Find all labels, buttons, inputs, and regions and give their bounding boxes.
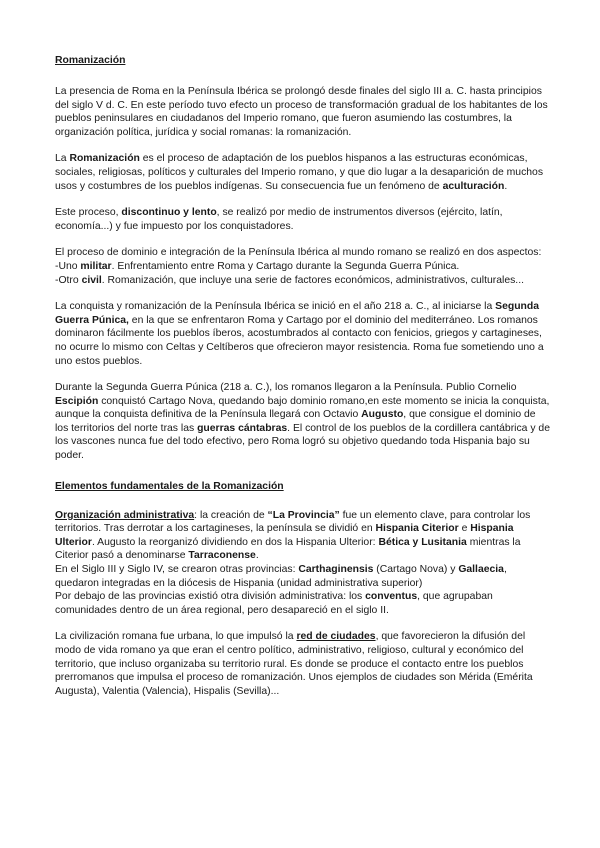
term-red-de-ciudades: red de ciudades — [296, 631, 376, 643]
term-conventus: conventus — [365, 591, 418, 603]
section-title-romanizacion: Romanización — [55, 55, 126, 66]
term-segunda-guerra-punica: Segunda Guerra Púnica, — [55, 301, 540, 326]
paragraph-administrative: Organización administrativa: la creación de “La Provincia” fue un elemento clave, para controlar los territorios. Tras derrotar a los cartagineses, la península se dividió en Hispania Citerior e Hispania Ulterior. Augusto la reorganizó dividiendo en dos la Hispania Ulterior: Bética y Lusitania mientras la Citerior pasó a denominarse Tarraconense. En el Siglo III y Siglo IV, se crearon otras provincias: Carthaginensis (Cartago Nova) y Gallaecia, quedaron integradas en la diócesis de Hispania (unidad administrativa superior) Por debajo de las provincias existió otra división administrativa: los conventus, que agrupaban comunidades dentro de un área regional, pero desapareció en el siglo II. — [55, 509, 531, 616]
paragraph-definition: La Romanización es el proceso de adaptación de los pueblos hispanos a las estructuras económicas, sociales, religiosas, políticos y culturales del Imperio romano, y que dio lugar a la desaparición de muchos usos y costumbres de los pueblos indígenas. Su consecuencia fue un fenómeno de aculturación. — [55, 153, 544, 192]
term-augusto: Augusto — [361, 409, 404, 421]
term-betica-lusitania: Bética y Lusitania — [378, 536, 467, 548]
term-la-provincia: “La Provincia” — [267, 509, 340, 521]
paragraph-aspects: El proceso de dominio e integración de la Península Ibérica al mundo romano se realizó en dos aspectos: -Uno militar. Enfrentamiento entre Roma y Cartago durante la Segunda Guerra Púnica. -Otro civil. Romanización, que incluye una serie de factores económicos, administrativos, culturales... — [55, 247, 542, 286]
term-discontinuo: discontinuo y lento — [121, 207, 217, 219]
paragraph-conquest: La conquista y romanización de la Península Ibérica se inició en el año 218 a. C., al iniciarse la Segunda Guerra Púnica, en la que se enfrentaron Roma y Cartago por el dominio del mediterráneo. Los romanos dominaron fácilmente los pueblos íberos, acostumbrados al contacto con fenicios, griegos y cartagineses, no ocurre lo mismo con Celtas y Celtíberos que ofrecieron mayor resistencia. Roma fue sometiendo uno a uno estos pueblos. — [55, 301, 544, 367]
term-hispania-citerior: Hispania Citerior — [375, 523, 459, 535]
document-page — [55, 54, 550, 698]
term-carthaginensis: Carthaginensis — [298, 564, 374, 576]
term-guerras-cantabras: guerras cántabras — [197, 422, 288, 434]
paragraph-intro: La presencia de Roma en la Península Ibérica se prolongó desde finales del siglo III a. C. hasta principios del siglo V d. C. En este período tuvo efecto un proceso de transformación gradual de los habitantes de los pueblos peninsulares en ciudadanos del Imperio romano, que fueron asumiendo las costumbres, la organización política, jurídica y social romanas: la romanización. — [55, 86, 548, 138]
term-aculturacion: aculturación — [442, 180, 505, 192]
paragraph-cities: La civilización romana fue urbana, lo que impulsó la red de ciudades, que favorecieron la difusión del modo de vida romano ya que eran el centro político, administrativo, religioso, cultural y económico del territorio, que incluso organizaba su territorio rural. Es donde se produce el contacto entre los pueblos prerromanos que impulsa el proceso de romanización. Unos ejemplos de ciudades son Mérida (Emérita Augusta), Valentia (Valencia), Hispalis (Sevilla)... — [55, 631, 533, 697]
term-organizacion-administrativa: Organización administrativa — [55, 509, 195, 521]
section-title-elementos: Elementos fundamentales de la Romanización — [55, 480, 284, 492]
term-tarraconense: Tarraconense — [188, 550, 256, 562]
term-militar: militar — [80, 260, 112, 272]
term-gallaecia: Gallaecia — [458, 564, 504, 576]
term-hispania-ulterior: Hispania Ulterior — [55, 523, 514, 548]
paragraph-process: Este proceso, discontinuo y lento, se realizó por medio de instrumentos diversos (ejército, latín, economía...) y fue impuesto por los conquistadores. — [55, 207, 503, 232]
paragraph-punic-war: Durante la Segunda Guerra Púnica (218 a. C.), los romanos llegaron a la Península. Publio Cornelio Escipión conquistó Cartago Nova, quedando bajo dominio romano,en este momento se inicia la conquista, aunque la conquista definitiva de la Península llegará con Octavio Augusto, que consigue el dominio de los territorios del norte tras las guerras cántabras. El control de los pueblos de la cordillera cantábrica y de los vascones nunca fue del todo efectivo, pero Roma logró su objetivo quedando toda Hispania bajo su poder. — [55, 382, 550, 462]
term-romanizacion: Romanización — [69, 153, 140, 165]
term-civil: civil — [81, 274, 102, 286]
term-escipion: Escipión — [55, 395, 99, 407]
